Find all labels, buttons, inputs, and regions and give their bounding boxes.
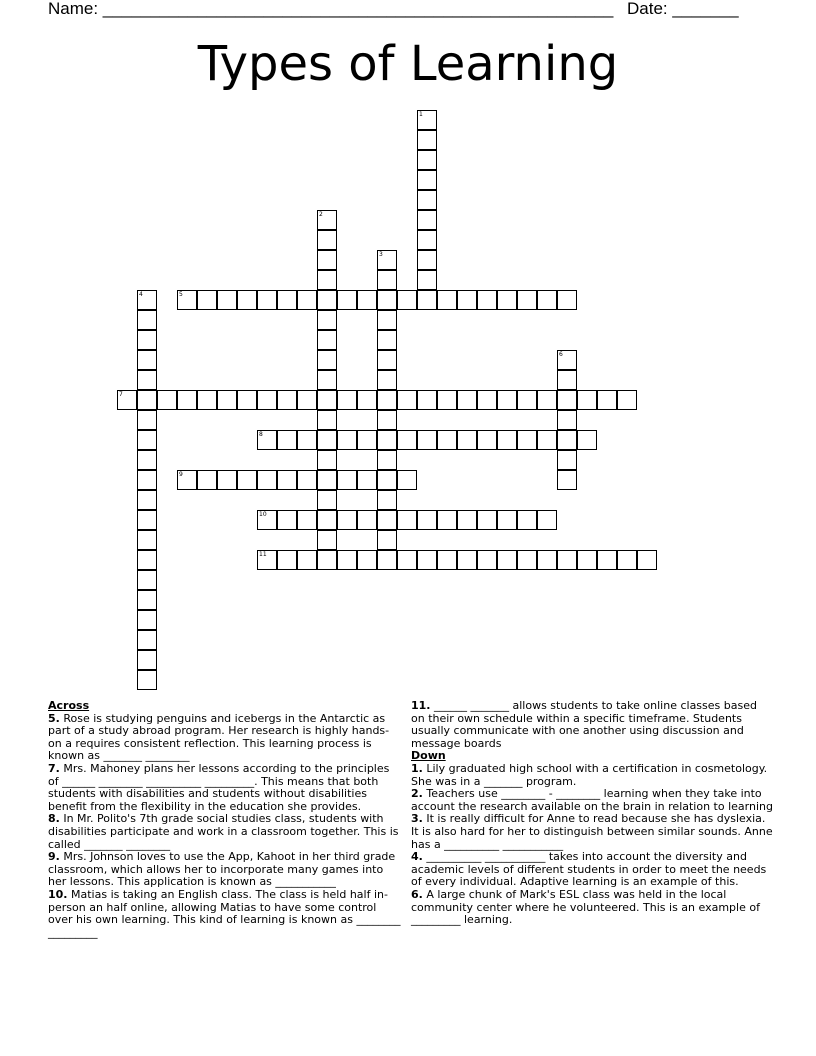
clue-number: 1. [411,761,423,775]
crossword-cell[interactable] [297,550,317,570]
crossword-cell[interactable] [257,430,277,450]
crossword-cell[interactable] [357,430,377,450]
crossword-cell[interactable] [197,470,217,490]
crossword-cell[interactable] [477,390,497,410]
crossword-cell[interactable] [137,370,157,390]
crossword-cell[interactable] [377,250,397,270]
crossword-cell[interactable] [317,210,337,230]
crossword-cell[interactable] [457,550,477,570]
clue-across-7 [48,763,403,813]
crossword-cell[interactable] [337,470,357,490]
crossword-cell[interactable] [377,390,397,410]
crossword-cell[interactable] [417,550,437,570]
crossword-cell[interactable] [497,430,517,450]
crossword-cell[interactable] [457,510,477,530]
crossword-cell[interactable] [357,550,377,570]
crossword-cell[interactable] [437,390,457,410]
clue-number-label: 10 [259,511,267,518]
clue-text: In Mr. Polito's 7th grade social studies class, students with disabilities participate and work in a classroom together. This is called _______ ________ [48,812,399,851]
clue-number-label: 8 [259,431,263,438]
crossword-cell[interactable] [557,430,577,450]
clue-across-5 [48,713,403,763]
crossword-cell[interactable] [297,510,317,530]
crossword-cell[interactable] [617,550,637,570]
crossword-cell[interactable] [397,290,417,310]
crossword-cell[interactable] [337,430,357,450]
crossword-cell[interactable] [137,310,157,330]
crossword-cell[interactable] [177,470,197,490]
clue-number-label: 2 [319,211,323,218]
crossword-cell[interactable] [437,550,457,570]
crossword-cell[interactable] [377,430,397,450]
crossword-cell[interactable] [137,550,157,570]
crossword-cell[interactable] [557,410,577,430]
clue-across-11 [411,700,773,750]
crossword-cell[interactable] [397,430,417,450]
clue-text: __________ ___________ takes into account the diversity and academic levels of different students in order to meet the needs of every individual. Adaptive learning is an example of this. [411,850,767,889]
clue-down-2 [411,788,773,813]
clue-down-3 [411,813,773,851]
crossword-cell[interactable] [317,410,337,430]
crossword-cell[interactable] [417,270,437,290]
crossword-cell[interactable] [577,550,597,570]
crossword-cell[interactable] [417,190,437,210]
crossword-cell[interactable] [457,290,477,310]
crossword-cell[interactable] [297,390,317,410]
crossword-cell[interactable] [257,390,277,410]
crossword-cell[interactable] [537,510,557,530]
crossword-cell[interactable] [337,290,357,310]
crossword-cell[interactable] [417,210,437,230]
crossword-cell[interactable] [497,510,517,530]
clue-text: Lily graduated high school with a certification in cosmetology. She was in a _______ program. [411,761,768,788]
crossword-cell[interactable] [257,470,277,490]
crossword-cell[interactable] [377,510,397,530]
clue-number-label: 3 [379,251,383,258]
clue-number: 10. [48,887,68,901]
crossword-cell[interactable] [557,550,577,570]
clue-number: 9. [48,850,60,864]
page-title: Types of Learning [197,36,619,92]
clue-across-9 [48,851,403,889]
crossword-cell[interactable] [257,510,277,530]
crossword-cell[interactable] [537,430,557,450]
crossword-cell[interactable] [477,430,497,450]
clue-number: 4. [411,850,423,864]
clue-number-label: 6 [559,351,563,358]
crossword-cell[interactable] [417,150,437,170]
crossword-cell[interactable] [257,290,277,310]
crossword-cell[interactable] [357,390,377,410]
crossword-cell[interactable] [177,290,197,310]
crossword-cell[interactable] [297,430,317,450]
crossword-cell[interactable] [417,170,437,190]
crossword-cell[interactable] [377,550,397,570]
crossword-cell[interactable] [137,650,157,670]
crossword-cell[interactable] [137,430,157,450]
crossword-cell[interactable] [137,610,157,630]
crossword-cell[interactable] [137,530,157,550]
crossword-cell[interactable] [237,390,257,410]
crossword-cell[interactable] [537,290,557,310]
crossword-cell[interactable] [517,550,537,570]
down-heading: Down [411,749,446,763]
crossword-cell[interactable] [457,430,477,450]
clue-number: 11. [411,699,431,712]
clue-number: 5. [48,711,60,725]
crossword-cell[interactable] [317,350,337,370]
crossword-cell[interactable] [577,390,597,410]
crossword-cell[interactable] [317,450,337,470]
crossword-cell[interactable] [557,370,577,390]
crossword-cell[interactable] [377,530,397,550]
crossword-cell[interactable] [477,550,497,570]
crossword-cell[interactable] [137,590,157,610]
crossword-cell[interactable] [377,350,397,370]
crossword-cell[interactable] [137,570,157,590]
clue-text: It is really difficult for Anne to read because she has dyslexia. It is also hard for her to distinguish between similar sounds. Anne has a __________ ___________ [411,812,773,851]
clue-text: Teachers use ________ - ________ learning when they take into account the research available on the brain in relation to learning [411,787,773,813]
crossword-cell[interactable] [177,390,197,410]
crossword-cell[interactable] [557,290,577,310]
clue-text: Matias is taking an English class. The class is held half in-person an half online, allowing Matias to have some control over his own learning. This kind of learning is known as ________ _________ [48,887,401,939]
crossword-cell[interactable] [417,390,437,410]
crossword-cell[interactable] [217,470,237,490]
crossword-cell[interactable] [217,290,237,310]
crossword-cell[interactable] [557,470,577,490]
crossword-cell[interactable] [197,290,217,310]
crossword-cell[interactable] [517,290,537,310]
crossword-cell[interactable] [137,470,157,490]
crossword-cell[interactable] [597,390,617,410]
crossword-cell[interactable] [637,550,657,570]
crossword-cell[interactable] [337,510,357,530]
crossword-cell[interactable] [277,430,297,450]
crossword-cell[interactable] [137,510,157,530]
crossword-cell[interactable] [397,470,417,490]
crossword-cell[interactable] [417,290,437,310]
crossword-cell[interactable] [277,290,297,310]
crossword-cell[interactable] [157,390,177,410]
crossword-cell[interactable] [397,510,417,530]
crossword-cell[interactable] [317,330,337,350]
crossword-cell[interactable] [377,470,397,490]
clue-text: A large chunk of Mark's ESL class was held in the local community center where he volunteered. This is an example of _________ learning. [411,887,760,927]
crossword-cell[interactable] [137,350,157,370]
crossword-cell[interactable] [297,290,317,310]
crossword-cell[interactable] [337,550,357,570]
crossword-cell[interactable] [537,550,557,570]
crossword-cell[interactable] [277,510,297,530]
date-field-line[interactable]: Date: _______ [627,0,739,18]
crossword-cell[interactable] [557,390,577,410]
clue-number-label: 11 [259,551,267,558]
crossword-cell[interactable] [117,390,137,410]
crossword-cell[interactable] [377,450,397,470]
clue-down-1 [411,763,773,788]
clue-number: 8. [48,812,60,826]
crossword-cell[interactable] [317,250,337,270]
crossword-cell[interactable] [317,310,337,330]
clue-number-label: 9 [179,471,183,478]
crossword-cell[interactable] [437,290,457,310]
clue-down-6 [411,889,773,927]
crossword-cell[interactable] [377,270,397,290]
clue-number: 7. [48,761,60,775]
crossword-cell[interactable] [357,470,377,490]
crossword-cell[interactable] [517,390,537,410]
crossword-cell[interactable] [137,390,157,410]
clue-number-label: 1 [419,111,423,118]
crossword-cell[interactable] [577,430,597,450]
crossword-cell[interactable] [417,510,437,530]
crossword-cell[interactable] [497,290,517,310]
crossword-cell[interactable] [317,370,337,390]
crossword-cell[interactable] [137,670,157,690]
crossword-cell[interactable] [317,470,337,490]
crossword-cell[interactable] [437,510,457,530]
crossword-cell[interactable] [497,550,517,570]
clue-across-10 [48,889,403,939]
crossword-cell[interactable] [237,470,257,490]
crossword-cell[interactable] [317,430,337,450]
crossword-cell[interactable] [377,330,397,350]
crossword-cell[interactable] [317,230,337,250]
crossword-cell[interactable] [477,290,497,310]
crossword-cell[interactable] [437,430,457,450]
crossword-cell[interactable] [457,390,477,410]
crossword-cell[interactable] [357,290,377,310]
across-heading: Across [48,699,90,712]
name-field-line[interactable]: Name: ______________________________________________________ [48,0,614,18]
crossword-cell[interactable] [517,430,537,450]
crossword-cell[interactable] [377,370,397,390]
crossword-cell[interactable] [277,390,297,410]
crossword-cell[interactable] [557,450,577,470]
crossword-cell[interactable] [397,390,417,410]
crossword-cell[interactable] [417,230,437,250]
clue-number: 6. [411,887,423,901]
clue-down-4 [411,851,773,889]
crossword-cell[interactable] [377,310,397,330]
crossword-cell[interactable] [137,410,157,430]
clue-number-label: 4 [139,291,143,298]
crossword-cell[interactable] [137,450,157,470]
crossword-cell[interactable] [277,470,297,490]
crossword-cell[interactable] [317,270,337,290]
crossword-cell[interactable] [217,390,237,410]
crossword-cell[interactable] [477,510,497,530]
clue-text: Mrs. Johnson loves to use the App, Kahoot in her third grade classroom, which allows her to incorporate many games into her lessons. This application is known as ___________ [48,850,396,889]
crossword-cell[interactable] [557,350,577,370]
clue-text: Rose is studying penguins and icebergs in the Antarctic as part of a study abroad program. Her research is highly hands-on a requires consistent reflection. This learning process is known as _______ ________ [48,711,390,763]
crossword-cell[interactable] [417,130,437,150]
clue-text: ______ _______ allows students to take online classes based on their own schedule within a specific timeframe. Students usually communicate with one another using discussion and message boards [411,699,757,750]
crossword-cell[interactable] [137,330,157,350]
crossword-cell[interactable] [397,550,417,570]
crossword-cell[interactable] [377,290,397,310]
crossword-cell[interactable] [337,390,357,410]
crossword-cell[interactable] [137,490,157,510]
crossword-cell[interactable] [417,430,437,450]
crossword-cell[interactable] [197,390,217,410]
crossword-cell[interactable] [497,390,517,410]
crossword-cell[interactable] [317,510,337,530]
clue-number: 3. [411,812,423,826]
crossword-cell[interactable] [357,510,377,530]
crossword-cell[interactable] [377,490,397,510]
clues-left-column [48,700,403,939]
crossword-cell[interactable] [417,250,437,270]
clue-number: 2. [411,787,423,801]
crossword-cell[interactable] [317,550,337,570]
crossword-cell[interactable] [297,470,317,490]
crossword-cell[interactable] [137,290,157,310]
clue-number-label: 7 [119,391,123,398]
crossword-cell[interactable] [257,550,277,570]
crossword-cell[interactable] [517,510,537,530]
crossword-cell[interactable] [377,410,397,430]
crossword-cell[interactable] [317,530,337,550]
crossword-cell[interactable] [537,390,557,410]
crossword-cell[interactable] [597,550,617,570]
crossword-cell[interactable] [137,630,157,650]
clue-text: Mrs. Mahoney plans her lessons according to the principles of ______ ________ __________ _________. This means that both students with disabilities and students without disabilities benefit from the flexibility in the education she provides. [48,761,390,813]
crossword-cell[interactable] [317,290,337,310]
crossword-cell[interactable] [277,550,297,570]
crossword-cell[interactable] [617,390,637,410]
clues-right-column [411,700,773,927]
crossword-cell[interactable] [417,110,437,130]
crossword-cell[interactable] [317,490,337,510]
clue-number-label: 5 [179,291,183,298]
crossword-cell[interactable] [317,390,337,410]
clue-across-8 [48,813,403,851]
crossword-cell[interactable] [237,290,257,310]
